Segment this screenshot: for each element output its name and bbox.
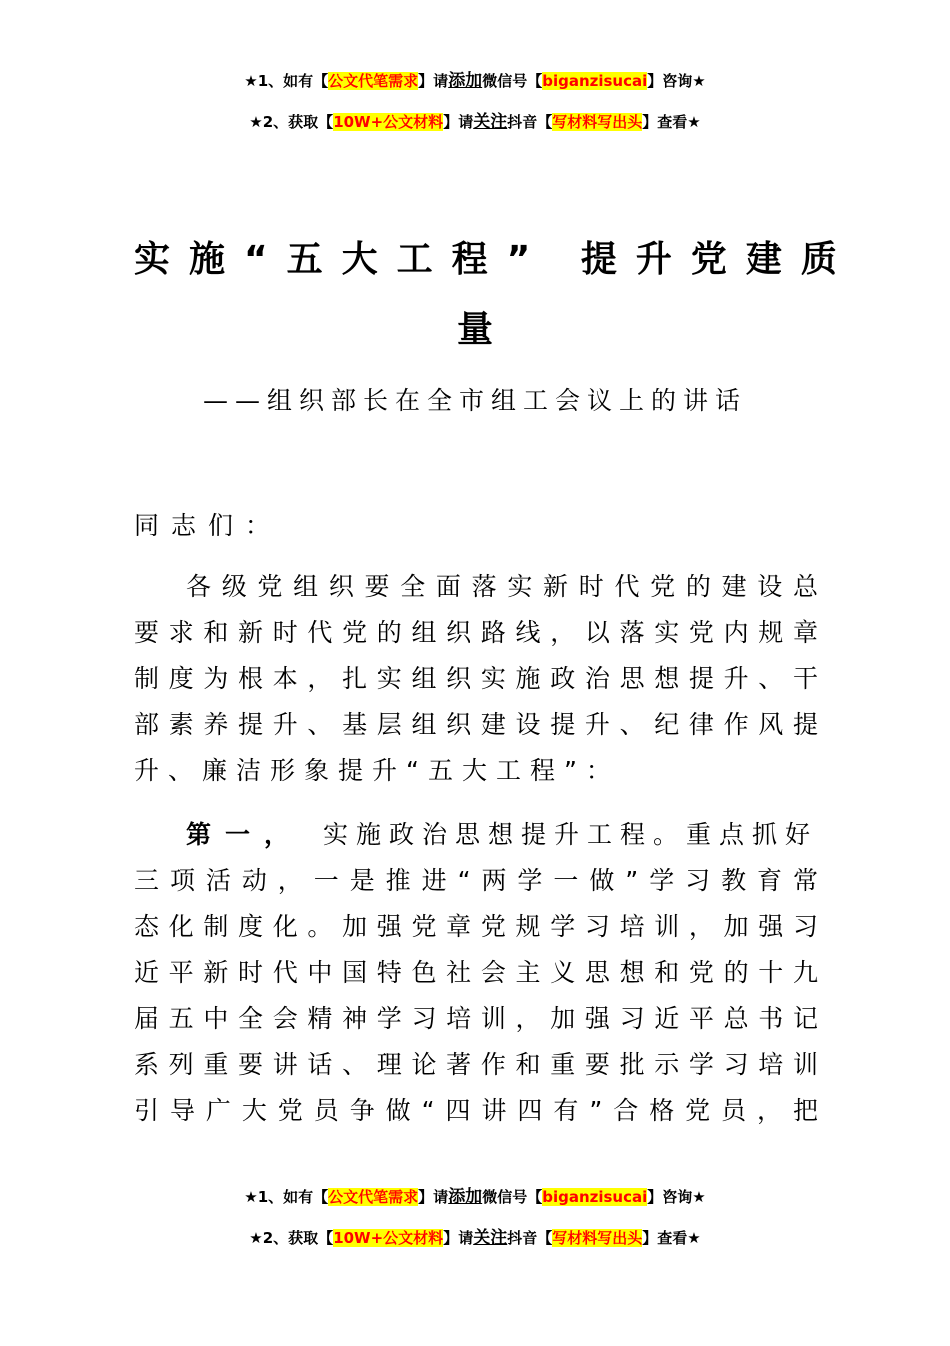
banner-text: ★2、获取【: [249, 113, 334, 131]
banner-text: 】请: [443, 113, 474, 131]
footer-banner-line-1: [0, 1186, 950, 1208]
header-banner-line-2: [0, 111, 950, 133]
banner-text: 微信号【: [482, 72, 543, 90]
document-title-line-2: 量: [456, 309, 493, 350]
banner-wechat-id: biganzisucai: [542, 1188, 648, 1206]
paragraph-line: 近平新时代中国特色社会主义思想和党的十九: [134, 958, 818, 987]
paragraph-line: 三项活动，一是推进“两学一做”学习教育常: [134, 866, 818, 895]
banner-underline: 关注: [473, 1228, 508, 1248]
paragraph-line: 制度为根本，扎实组织实施政治思想提升、干: [134, 664, 818, 693]
banner-underline: 关注: [473, 112, 508, 132]
banner-text: 微信号【: [482, 1188, 543, 1206]
paragraph-line: 部素养提升、基层组织建设提升、纪律作风提: [134, 710, 818, 739]
banner-highlight: 公文代笔需求: [328, 1188, 419, 1206]
banner-underline: 添加: [448, 1187, 483, 1207]
banner-text: ★1、如有【: [244, 72, 329, 90]
banner-text: ★1、如有【: [244, 1188, 329, 1206]
paragraph-1: [134, 564, 818, 794]
paragraph-2: [134, 812, 818, 1134]
banner-text: 】请: [418, 72, 449, 90]
banner-douyin-id: 写材料写出头: [552, 113, 643, 131]
banner-douyin-id: 写材料写出头: [552, 1229, 643, 1247]
paragraph-line: 要求和新时代党的组织路线，以落实党内规章: [134, 618, 818, 647]
banner-text: 】请: [443, 1229, 474, 1247]
banner-wechat-id: biganzisucai: [542, 72, 648, 90]
banner-underline: 添加: [448, 71, 483, 91]
banner-text: 】请: [418, 1188, 449, 1206]
document-title-line-1: 实施“五大工程” 提升党建质: [134, 239, 856, 280]
header-banner-line-1: [0, 70, 950, 92]
paragraph-line: 引导广大党员争做“四讲四有”合格党员，把: [134, 1096, 818, 1125]
paragraph-lead: 第一，: [186, 820, 304, 849]
banner-highlight: 10W+公文材料: [333, 113, 444, 131]
banner-text: 抖音【: [507, 1229, 553, 1247]
banner-text: 抖音【: [507, 113, 553, 131]
greeting: 同志们：: [134, 511, 283, 540]
footer-banner-line-2: [0, 1227, 950, 1249]
banner-highlight: 10W+公文材料: [333, 1229, 444, 1247]
paragraph-line: 届五中全会精神学习培训，加强习近平总书记: [134, 1004, 818, 1033]
banner-text: 】查看★: [642, 1229, 701, 1247]
banner-highlight: 公文代笔需求: [328, 72, 419, 90]
paragraph-line: 态化制度化。加强党章党规学习培训，加强习: [134, 912, 818, 941]
banner-text: 】查看★: [642, 113, 701, 131]
paragraph-line: 系列重要讲话、理论著作和重要批示学习培训: [134, 1050, 818, 1079]
document-subtitle: ——组织部长在全市组工会议上的讲话: [202, 386, 747, 415]
banner-text: 】咨询★: [647, 72, 706, 90]
paragraph-line: 各级党组织要全面落实新时代党的建设总: [186, 572, 818, 601]
paragraph-line-rest: 实施政治思想提升工程。重点抓好: [322, 820, 818, 849]
paragraph-line: 升、廉洁形象提升“五大工程”：: [134, 756, 620, 785]
banner-text: ★2、获取【: [249, 1229, 334, 1247]
paragraph-line-first: [134, 812, 818, 858]
banner-text: 】咨询★: [647, 1188, 706, 1206]
